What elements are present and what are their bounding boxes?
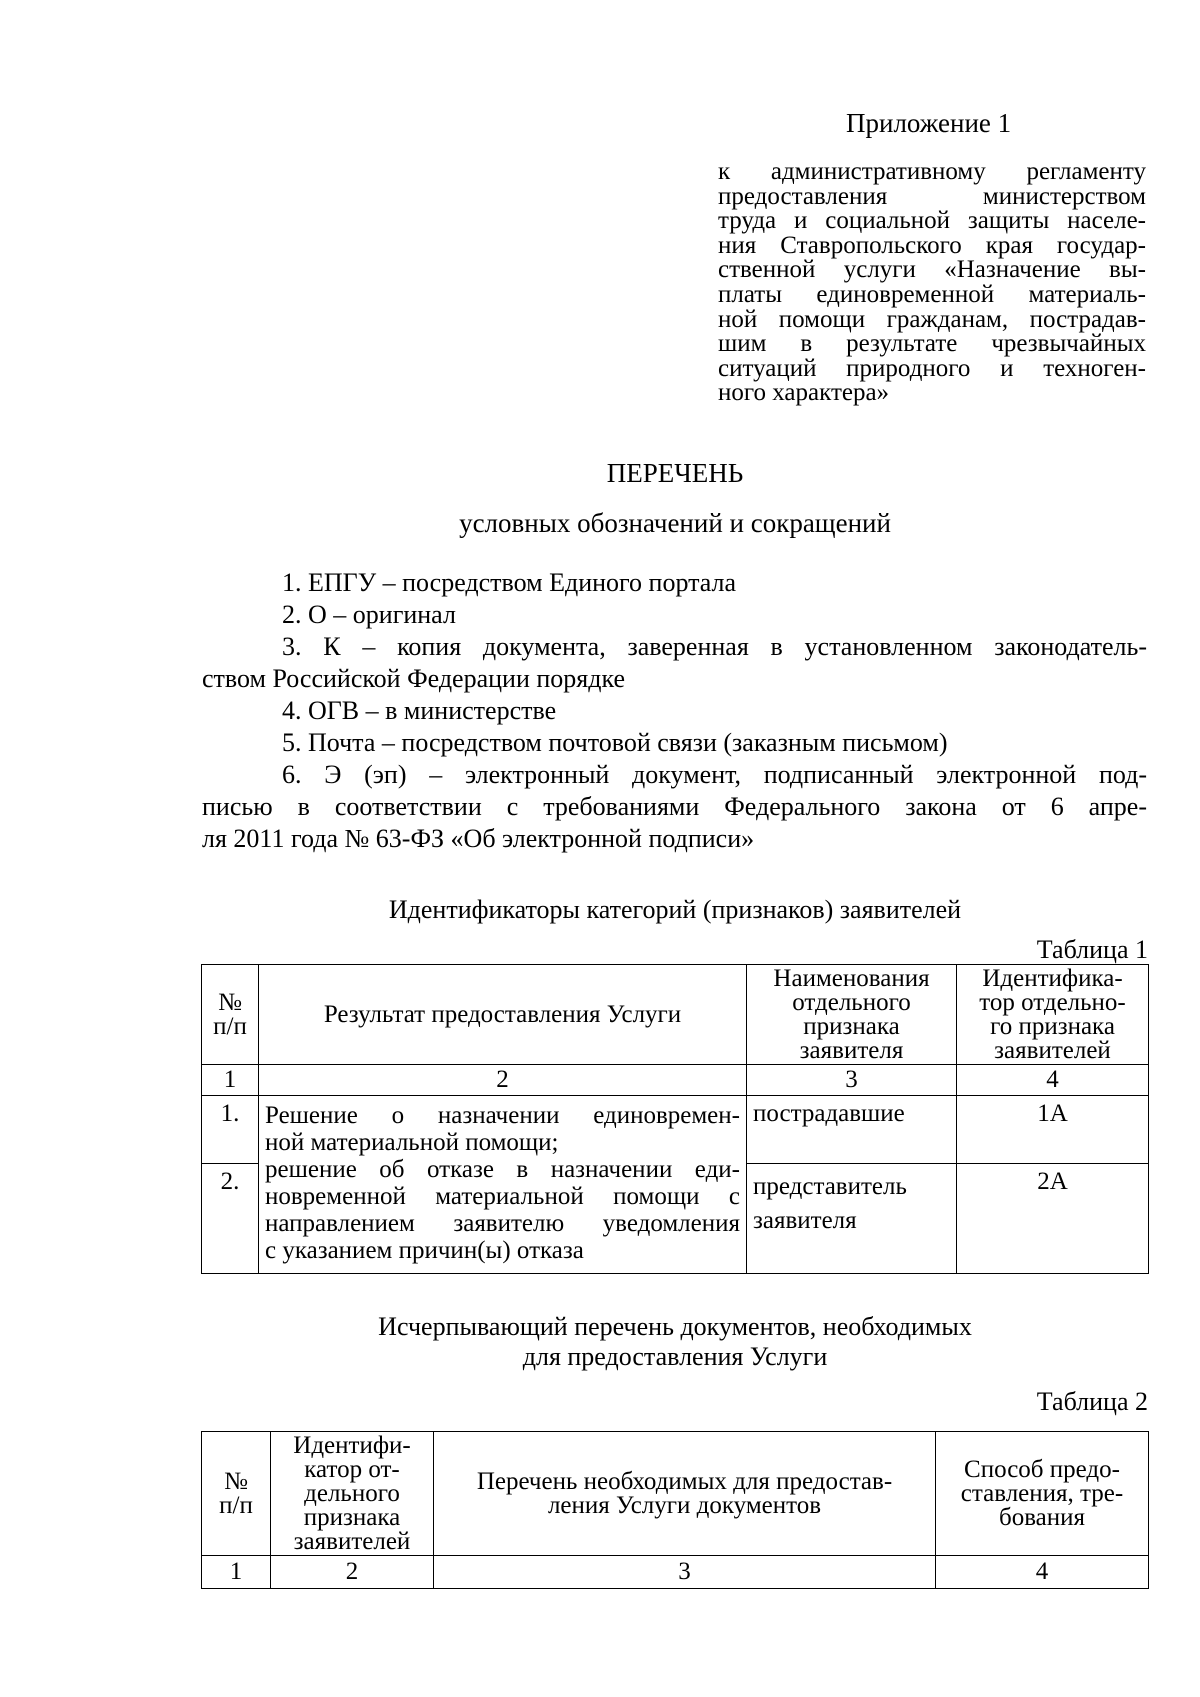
table1-number-cell: 1: [202, 1065, 259, 1096]
identifier-cell: 2А: [957, 1164, 1149, 1274]
result-line: решение об отказе в назначении еди-: [265, 1156, 740, 1183]
table2: [201, 1431, 1149, 1589]
row-number: 2.: [202, 1164, 259, 1274]
abbreviation-item-continued: ством Российской Федерации порядке: [202, 664, 626, 693]
result-line: Решение о назначении единовремен-: [265, 1102, 740, 1129]
appendix-note-line: ной помощи гражданам, пострадав-: [718, 305, 1146, 333]
result-line: ной материальной помощи;: [265, 1129, 559, 1156]
category-cell: пострадавшие: [747, 1096, 957, 1164]
header-line: заявителей: [994, 1036, 1111, 1064]
abbreviation-item: 3. К – копия документа, заверенная в установленном законодатель-: [282, 632, 1147, 661]
appendix-title: Приложение 1: [846, 108, 1012, 138]
table1-header-row: [202, 965, 1149, 1065]
abbreviation-item: 6. Э (эп) – электронный документ, подписанный электронной под-: [282, 760, 1147, 789]
table1-number-cell: 2: [259, 1065, 747, 1096]
header-line: бования: [998, 1503, 1086, 1531]
table2-number-cell: 1: [202, 1556, 271, 1589]
abbreviation-item: 2. О – оригинал: [282, 600, 456, 629]
header-line: дельного: [304, 1479, 400, 1507]
table1-header-cell: [747, 965, 957, 1065]
table2-number-row: [202, 1556, 1149, 1589]
document-subtitle: условных обозначений и сокращений: [459, 508, 891, 538]
header-line: признака: [803, 1012, 900, 1040]
appendix-note-line: предоставления министерством: [718, 182, 1146, 210]
header-line: тор отдельно-: [979, 988, 1126, 1016]
abbreviation-item: 4. ОГВ – в министерстве: [282, 696, 557, 725]
table2-header-cell: [202, 1432, 271, 1556]
table1-row: [202, 1096, 1149, 1164]
appendix-note-line: к административному регламенту: [718, 158, 1146, 185]
table1-header-cell: [202, 965, 259, 1065]
category-line: заявителя: [753, 1207, 857, 1234]
result-line: направлением заявителю уведомления: [265, 1210, 740, 1237]
table2-number-cell: 4: [936, 1556, 1149, 1589]
table2-header-cell: [936, 1432, 1149, 1556]
table1: [201, 964, 1149, 1274]
appendix-note-line: шим в результате чрезвычайных: [718, 330, 1146, 358]
header-line: заявителя: [799, 1036, 904, 1064]
header-line: ления Услуги документов: [547, 1491, 822, 1519]
header-line: Идентифика-: [982, 964, 1123, 992]
table2-label: Таблица 2: [1036, 1387, 1148, 1416]
header-line: №: [218, 988, 242, 1016]
table2-number-cell: 2: [271, 1556, 434, 1589]
header-line: отдельного: [792, 988, 911, 1016]
section-title-line: для предоставления Услуги: [522, 1342, 828, 1371]
appendix-note-line: ситуаций природного и техноген-: [718, 354, 1146, 382]
table2-header-cell: [434, 1432, 936, 1556]
header-line: п/п: [213, 1012, 247, 1040]
abbreviation-list: [202, 567, 1147, 855]
header-line: ставления, тре-: [960, 1479, 1124, 1507]
header-line: го признака: [990, 1012, 1115, 1040]
appendix-note-line: ного характера»: [718, 379, 890, 407]
appendix-note-line: труда и социальной защиты населе-: [718, 207, 1146, 235]
abbreviation-item-continued: ля 2011 года № 63-ФЗ «Об электронной подписи»: [202, 824, 755, 853]
table1-number-row: [202, 1065, 1149, 1096]
table1-header-cell: Результат предоставления Услуги: [259, 965, 747, 1065]
document-title: ПЕРЕЧЕНЬ: [606, 458, 744, 488]
table2-section-title: [0, 1312, 1200, 1372]
table1-number-cell: 3: [747, 1065, 957, 1096]
appendix-note-line: ния Ставропольского края государ-: [718, 231, 1146, 259]
table1-section-title: Идентификаторы категорий (признаков) заявителей: [388, 895, 962, 924]
identifier-cell: 1А: [957, 1096, 1149, 1164]
table1-label: Таблица 1: [1036, 935, 1148, 964]
header-line: катор от-: [304, 1455, 400, 1483]
result-line: с указанием причин(ы) отказа: [265, 1237, 584, 1264]
header-line: признака: [303, 1503, 401, 1531]
appendix-note-line: платы единовременной материаль-: [718, 280, 1146, 308]
table2-header-cell: [271, 1432, 434, 1556]
abbreviation-item-continued: писью в соответствии с требованиями Федерального закона от 6 апре-: [202, 792, 1147, 821]
table2-number-cell: 3: [434, 1556, 936, 1589]
category-cell: [747, 1164, 957, 1274]
row-number: 1.: [202, 1096, 259, 1164]
header-line: п/п: [219, 1491, 253, 1519]
header-line: заявителей: [293, 1527, 411, 1555]
table1-header-cell: [957, 965, 1149, 1065]
header-line: Способ предо-: [964, 1455, 1120, 1483]
abbreviation-item: 1. ЕПГУ – посредством Единого портала: [282, 568, 737, 597]
header-line: Идентифи-: [293, 1431, 411, 1459]
header-line: Перечень необходимых для предостав-: [476, 1467, 893, 1495]
abbreviation-item: 5. Почта – посредством почтовой связи (заказным письмом): [282, 728, 948, 757]
service-result-cell: [259, 1096, 747, 1274]
appendix-note: [718, 160, 1146, 406]
appendix-note-line: ственной услуги «Назначение вы-: [718, 256, 1146, 284]
header-line: №: [224, 1467, 248, 1495]
table2-header-row: [202, 1432, 1149, 1556]
table1-number-cell: 4: [957, 1065, 1149, 1096]
section-title-line: Исчерпывающий перечень документов, необходимых: [378, 1312, 972, 1341]
category-line: представитель: [753, 1173, 907, 1200]
result-line: новременной материальной помощи с: [265, 1183, 740, 1210]
header-line: Наименования: [773, 964, 930, 992]
